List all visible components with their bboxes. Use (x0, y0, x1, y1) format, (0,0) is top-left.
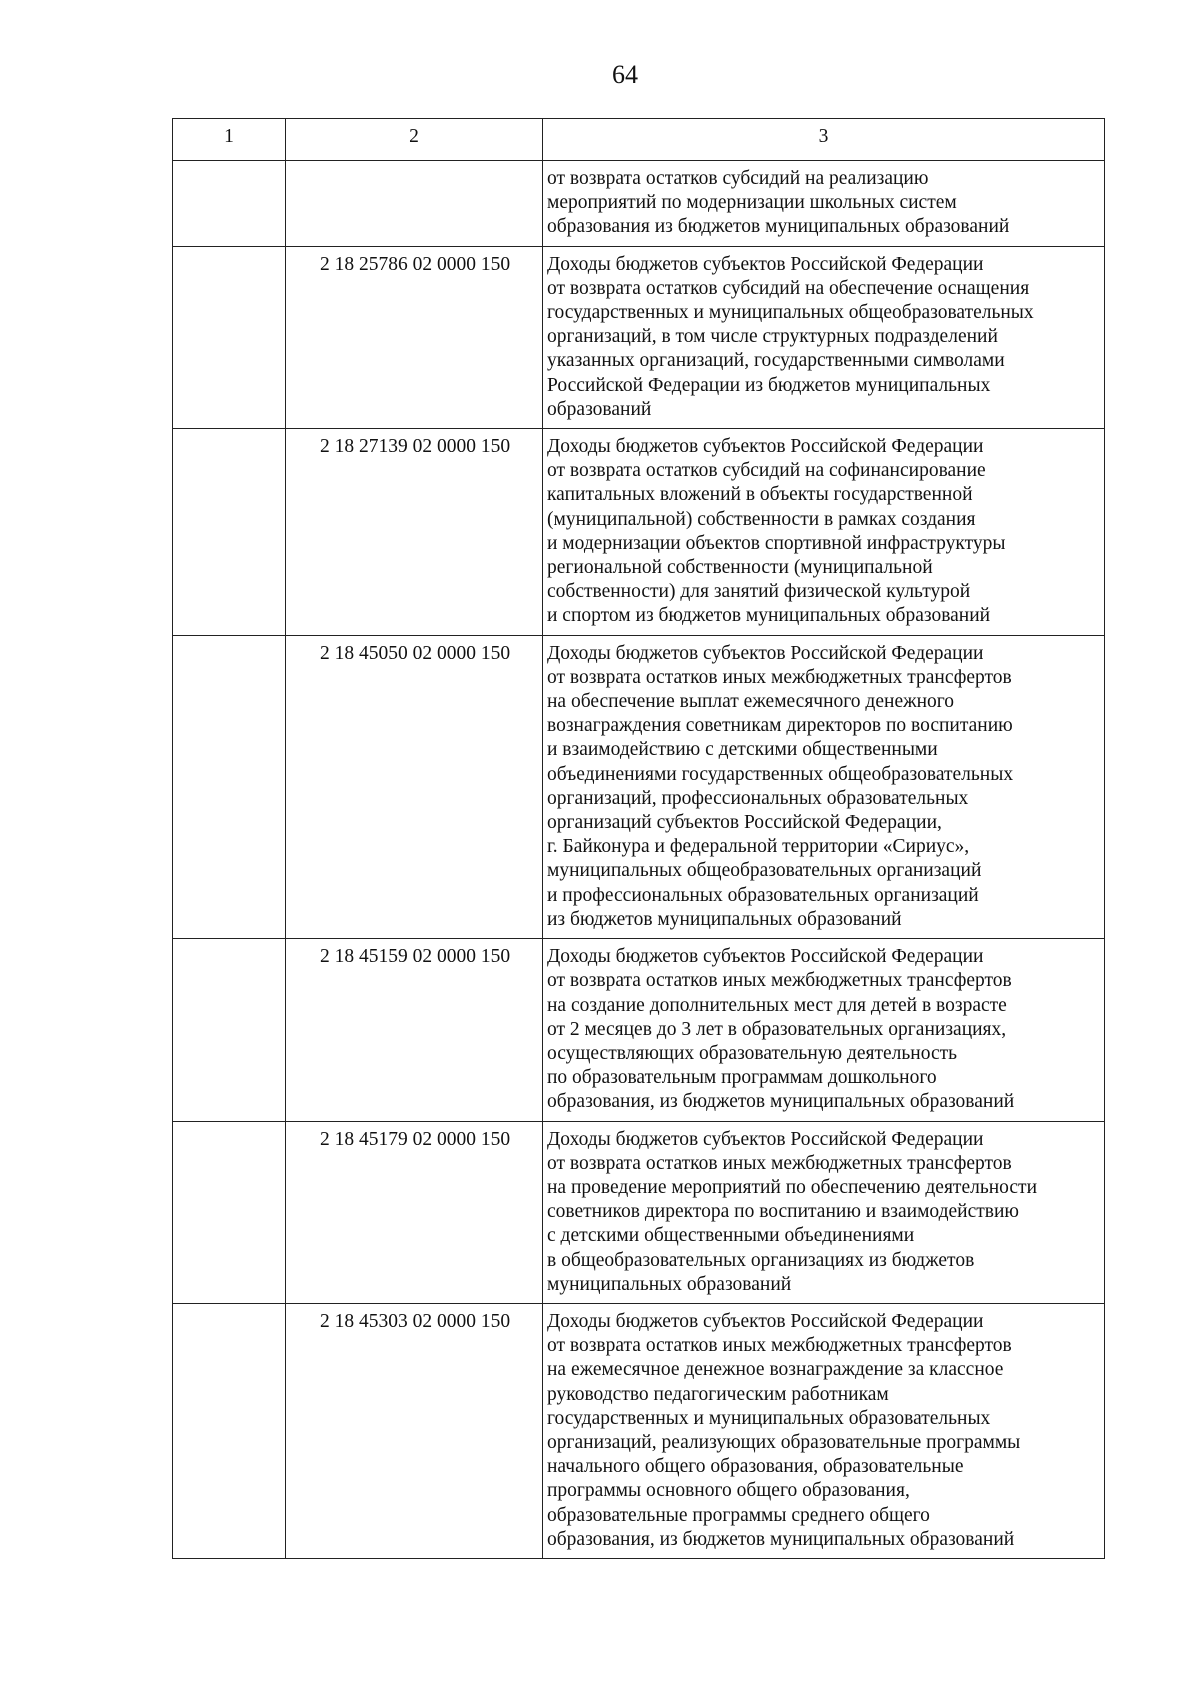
table-row (173, 429, 1105, 636)
table-row (173, 1303, 1105, 1558)
header-col-1: 1 (173, 119, 286, 161)
row-description: Доходы бюджетов субъектов Российской Федерации от возврата остатков субсидий на обеспечение оснащения государственных и муниципальных общеобразовательных организаций, в том числе структурных подразделений указанных организаций, государственными символами Российской Федерации из бюджетов муниципальных образований (543, 246, 1105, 428)
row-description: Доходы бюджетов субъектов Российской Федерации от возврата остатков субсидий на софинансирование капитальных вложений в объекты государственной (муниципальной) собственности в рамках создания и модернизации объектов спортивной инфраструктуры региональной собственности (муниципальной собственности) для занятий физической культурой и спортом из бюджетов муниципальных образований (543, 429, 1105, 636)
row-col1 (173, 1303, 286, 1558)
row-code: 2 18 45159 02 0000 150 (286, 939, 543, 1121)
row-col1 (173, 1121, 286, 1303)
row-code: 2 18 45179 02 0000 150 (286, 1121, 543, 1303)
header-col-3: 3 (543, 119, 1105, 161)
row-col1 (173, 246, 286, 428)
row-description: от возврата остатков субсидий на реализацию мероприятий по модернизации школьных систем образования из бюджетов муниципальных образований (543, 161, 1105, 247)
row-description: Доходы бюджетов субъектов Российской Федерации от возврата остатков иных межбюджетных трансфертов на проведение мероприятий по обеспечению деятельности советников директора по воспитанию и взаимодействию с детскими общественными объединениями в общеобразовательных организациях из бюджетов муниципальных образований (543, 1121, 1105, 1303)
row-code (286, 161, 543, 247)
row-code: 2 18 45050 02 0000 150 (286, 635, 543, 938)
budget-codes-table (172, 118, 1105, 1559)
row-col1 (173, 161, 286, 247)
row-code: 2 18 27139 02 0000 150 (286, 429, 543, 636)
row-description: Доходы бюджетов субъектов Российской Федерации от возврата остатков иных межбюджетных трансфертов на ежемесячное денежное вознаграждение за классное руководство педагогическим работникам государственных и муниципальных образовательных организаций, реализующих образовательные программы начального общего образования, образовательные программы основного общего образования, образовательные программы среднего общего образования, из бюджетов муниципальных образований (543, 1303, 1105, 1558)
table-header-row (173, 119, 1105, 161)
header-col-2: 2 (286, 119, 543, 161)
row-col1 (173, 635, 286, 938)
row-code: 2 18 45303 02 0000 150 (286, 1303, 543, 1558)
table-row (173, 939, 1105, 1121)
row-col1 (173, 429, 286, 636)
table-row (173, 161, 1105, 247)
row-col1 (173, 939, 286, 1121)
row-description: Доходы бюджетов субъектов Российской Федерации от возврата остатков иных межбюджетных трансфертов на создание дополнительных мест для детей в возрасте от 2 месяцев до 3 лет в образовательных организациях, осуществляющих образовательную деятельность по образовательным программам дошкольного образования, из бюджетов муниципальных образований (543, 939, 1105, 1121)
table-row (173, 246, 1105, 428)
page-number: 64 (612, 60, 638, 89)
table-row (173, 635, 1105, 938)
row-description: Доходы бюджетов субъектов Российской Федерации от возврата остатков иных межбюджетных трансфертов на обеспечение выплат ежемесячного денежного вознаграждения советникам директоров по воспитанию и взаимодействию с детскими общественными объединениями государственных общеобразовательных организаций, профессиональных образовательных организаций субъектов Российской Федерации, г. Байконура и федеральной территории «Сириус», муниципальных общеобразовательных организаций и профессиональных образовательных организаций из бюджетов муниципальных образований (543, 635, 1105, 938)
row-code: 2 18 25786 02 0000 150 (286, 246, 543, 428)
table-row (173, 1121, 1105, 1303)
